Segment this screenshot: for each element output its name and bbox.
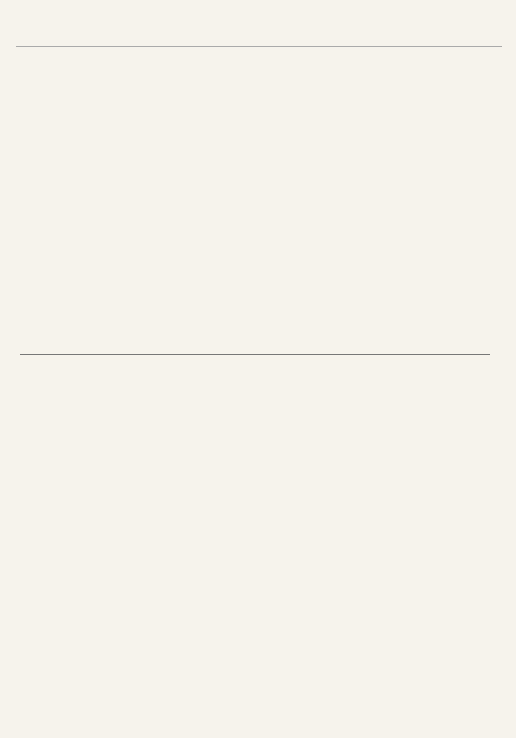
block-divider bbox=[20, 354, 490, 355]
header-rule bbox=[16, 46, 502, 47]
